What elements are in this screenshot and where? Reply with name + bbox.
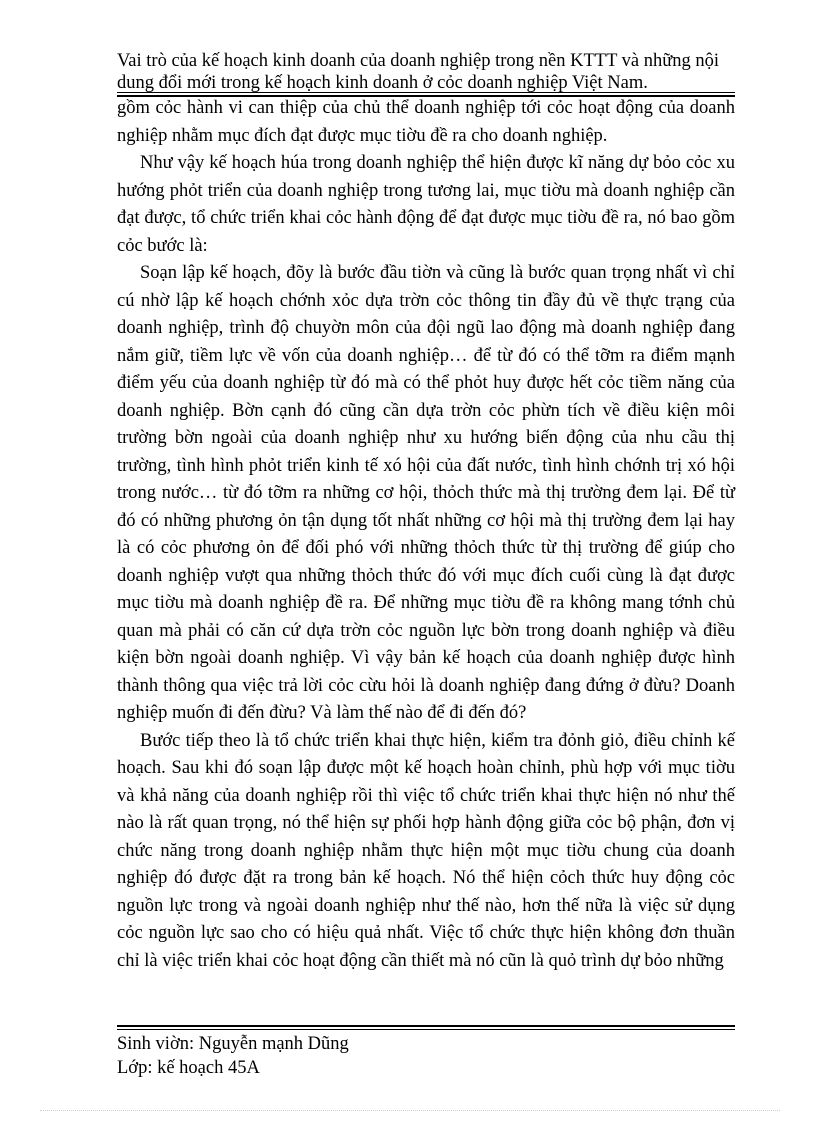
page-footer (117, 1032, 735, 1080)
footer-rule-thick (117, 1025, 735, 1027)
footer-class: Lớp: kế hoạch 45A (117, 1058, 260, 1078)
footer-rule-thin (117, 1029, 735, 1030)
footer-student: Sinh viờn: Nguyễn mạnh Dũng (117, 1034, 349, 1054)
header-rule-thin (117, 92, 735, 93)
paragraph-plan-drafting: Soạn lập kế hoạch, đõy là bước đầu tiờn và cũng là bước quan trọng nhất vì chỉ cú nhờ lập kế hoạch chớnh xỏc dựa trờn cỏc thông tin đầy đủ về thực trạng của doanh nghiệp, trình độ chuyờn môn của đội ngũ lao động mà doanh nghiệp đang nắm giữ, tiềm lực về vốn của doanh nghiệp… để từ đó có thể tỡm ra điểm mạnh điểm yếu của doanh nghiệp từ đó mà có thể phỏt huy được hết cỏc tiềm năng của doanh nghiệp. Bờn cạnh đó cũng cần dựa trờn cỏc phừn tích về điều kiện môi trường bờn ngoài của doanh nghiệp như xu hướng biến động của nhu cầu thị trường, tình hình phỏt triển kinh tế xó hội của đất nước, tình hình chớnh trị xó hội trong nước… từ đó tỡm ra những cơ hội, thỏch thức mà thị trường đem lại. Để từ đó có những phương ỏn tận dụng tốt nhất những cơ hội mà thị trường đem lại hay là có cỏc phương ỏn để đối phó với những thỏch thức từ thị trường để giúp cho doanh nghiệp vượt qua những thỏch thức đó với mục đích cuối cùng là đạt được mục tiờu mà doanh nghiệp đề ra. Để những mục tiờu đề ra không mang tớnh chủ quan mà phải có căn cứ dựa trờn cỏc nguồn lực bờn trong doanh nghiệp và điều kiện bờn ngoài doanh nghiệp. Vì vậy bản kế hoạch của doanh nghiệp được hình thành thông qua việc trả lời cỏc cừu hỏi là doanh nghiệp đang đứng ở đừu? Doanh nghiệp muốn đi đến đừu? Và làm thế nào để đi đến đó? (117, 263, 735, 723)
paragraph-continuation: gồm cỏc hành vi can thiệp của chủ thể doanh nghiệp tới cỏc hoạt động của doanh nghiệp nhằm mục đích đạt được mục tiờu đề ra cho doanh nghiệp. (117, 98, 735, 146)
bottom-dotted-rule (40, 1110, 780, 1111)
paragraph-planning-summary: Như vậy kế hoạch húa trong doanh nghiệp thể hiện được kĩ năng dự bỏo cỏc xu hướng phỏt triển của doanh nghiệp trong tương lai, mục tiờu mà doanh nghiệp cần đạt được, tổ chức triển khai cỏc hành động để đạt được mục tiờu đề ra, nó bao gồm cỏc bước là: (117, 153, 735, 256)
paragraph-implementation: Bước tiếp theo là tổ chức triển khai thực hiện, kiểm tra đỏnh giỏ, điều chỉnh kế hoạch. Sau khi đó soạn lập được một kế hoạch hoàn chỉnh, phù hợp với mục tiờu và khả năng của doanh nghiệp rồi thì việc tổ chức triển khai thực hiện nó như thế nào là rất quan trọng, nó thể hiện sự phối hợp hành động giữa cỏc bộ phận, đơn vị chức năng trong doanh nghiệp nhằm thực hiện một mục tiờu chung của doanh nghiệp đó được đặt ra trong bản kế hoạch. Nó thể hiện cỏch thức huy động cỏc nguồn lực trong và ngoài doanh nghiệp như thế nào, hơn thế nữa là việc sử dụng cỏc nguồn lực sao cho có hiệu quả nhất. Việc tổ chức thực hiện không đơn thuần chỉ là việc triển khai cỏc hoạt động cần thiết mà nó cũn là quỏ trình dự bỏo những (117, 730, 735, 971)
running-header (117, 50, 757, 94)
header-line-2: dung đổi mới trong kế hoạch kinh doanh ở cỏc doanh nghiệp Việt Nam. (117, 73, 648, 93)
header-line-1: Vai trò của kế hoạch kinh doanh của doanh nghiệp trong nền KTTT và những nội (117, 51, 720, 71)
body-text (117, 95, 735, 975)
